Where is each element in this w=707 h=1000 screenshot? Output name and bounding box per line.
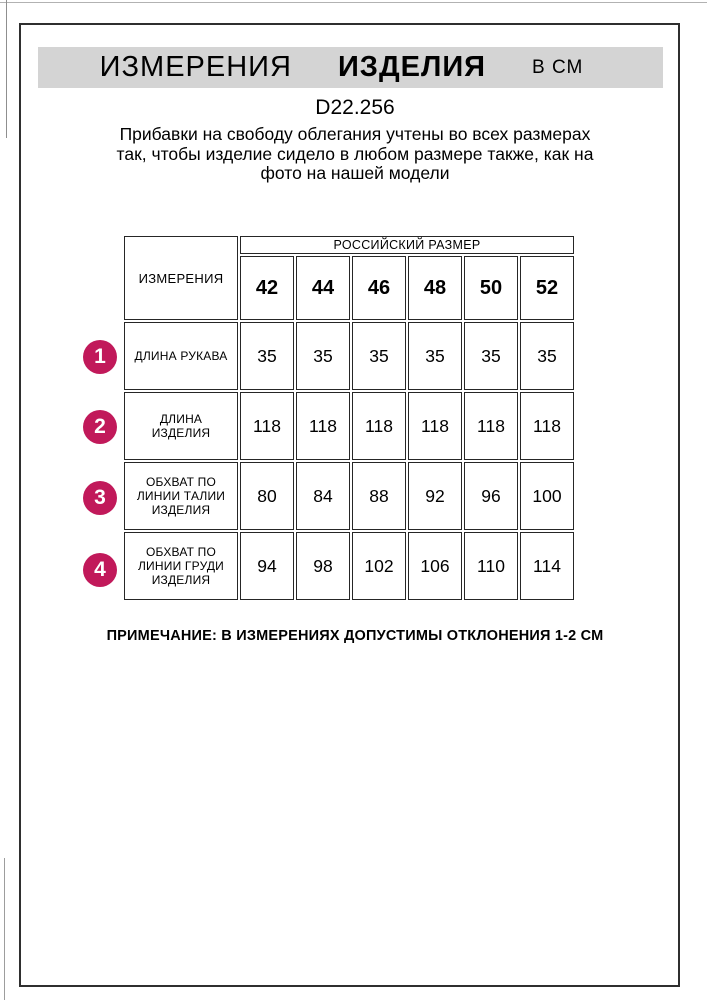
measurements-table (122, 234, 576, 602)
row-number-badge-3: 3 (83, 481, 117, 515)
cell-value: 118 (352, 392, 406, 460)
cell-value: 110 (464, 532, 518, 600)
title-units-label: В СМ (532, 56, 584, 78)
cell-value: 35 (296, 322, 350, 390)
intro-text (19, 125, 691, 184)
table-row-chest-girth (124, 532, 574, 600)
cell-value: 118 (464, 392, 518, 460)
cell-value: 80 (240, 462, 294, 530)
scan-edge-artifact-left-upper (6, 0, 7, 138)
table-row-waist-girth (124, 462, 574, 530)
table-corner-header: ИЗМЕРЕНИЯ (124, 236, 238, 320)
cell-value: 118 (520, 392, 574, 460)
intro-line-1: Прибавки на свободу облегания учтены во всех размерах (119, 124, 591, 144)
scan-edge-artifact-left-lower (4, 858, 5, 1000)
size-col-header-48: 48 (408, 256, 462, 320)
table-row-item-length (124, 392, 574, 460)
row-label: ДЛИНА ИЗДЕЛИЯ (124, 392, 238, 460)
row-number-badge-4: 4 (83, 553, 117, 587)
scan-edge-artifact-top (0, 2, 707, 3)
size-col-header-50: 50 (464, 256, 518, 320)
cell-value: 114 (520, 532, 574, 600)
cell-value: 102 (352, 532, 406, 600)
cell-value: 35 (352, 322, 406, 390)
cell-value: 35 (408, 322, 462, 390)
size-col-header-52: 52 (520, 256, 574, 320)
cell-value: 100 (520, 462, 574, 530)
size-col-header-46: 46 (352, 256, 406, 320)
title-word-measurements: ИЗМЕРЕНИЯ (99, 51, 292, 83)
title-bar (38, 47, 663, 88)
cell-value: 96 (464, 462, 518, 530)
size-group-header-row (124, 236, 574, 254)
cell-value: 118 (240, 392, 294, 460)
table-row-sleeve-length (124, 322, 574, 390)
size-col-header-44: 44 (296, 256, 350, 320)
cell-value: 94 (240, 532, 294, 600)
row-label: ОБХВАТ ПО ЛИНИИ ТАЛИИ ИЗДЕЛИЯ (124, 462, 238, 530)
row-label: ДЛИНА РУКАВА (124, 322, 238, 390)
size-col-header-42: 42 (240, 256, 294, 320)
measurements-table-wrap (122, 234, 576, 602)
intro-line-2: так, чтобы изделие сидело в любом размере также, как на (116, 143, 594, 164)
cell-value: 106 (408, 532, 462, 600)
title-word-product: ИЗДЕЛИЯ (337, 51, 487, 83)
intro-line-3: фото на нашей модели (260, 163, 450, 183)
row-number-badge-2: 2 (83, 410, 117, 444)
cell-value: 98 (296, 532, 350, 600)
article-code: D22.256 (315, 96, 395, 119)
cell-value: 118 (296, 392, 350, 460)
cell-value: 92 (408, 462, 462, 530)
cell-value: 88 (352, 462, 406, 530)
cell-value: 118 (408, 392, 462, 460)
tolerance-note: ПРИМЕЧАНИЕ: В ИЗМЕРЕНИЯХ ДОПУСТИМЫ ОТКЛОНЕНИЯ 1-2 СМ (106, 628, 604, 644)
cell-value: 35 (520, 322, 574, 390)
cell-value: 35 (240, 322, 294, 390)
cell-value: 35 (464, 322, 518, 390)
size-group-header: РОССИЙСКИЙ РАЗМЕР (240, 236, 574, 254)
cell-value: 84 (296, 462, 350, 530)
row-label: ОБХВАТ ПО ЛИНИИ ГРУДИ ИЗДЕЛИЯ (124, 532, 238, 600)
row-number-badge-1: 1 (83, 340, 117, 374)
